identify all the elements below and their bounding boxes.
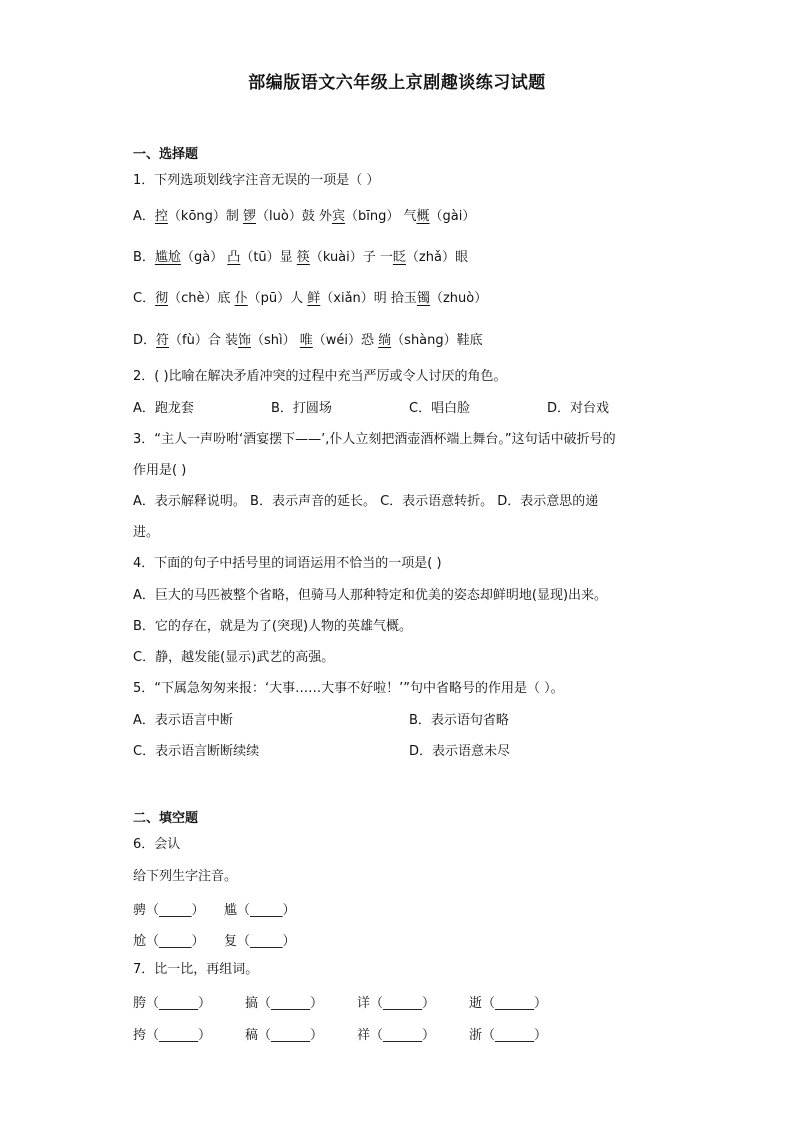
word-blank[interactable]: 祥（______） bbox=[357, 1028, 436, 1043]
question-3-stem: 3．“主人一声吩咐‘酒宴摆下——’,仆人立刻把酒壶酒杯端上舞台。”这句话中破折号的 bbox=[133, 432, 616, 447]
underlined-char: 唯 bbox=[299, 333, 313, 348]
pinyin-text: （kuài）子 一 bbox=[309, 250, 393, 265]
question-2-option-a: A．跑龙套 bbox=[133, 401, 194, 416]
question-5-option-d: D．表示语意未尽 bbox=[409, 744, 511, 759]
option-label: C． bbox=[133, 291, 156, 306]
underlined-char: 彻 bbox=[155, 291, 169, 306]
word-blank[interactable]: 稿（______） bbox=[245, 1028, 324, 1043]
pinyin-blank[interactable]: 复（_____） bbox=[224, 934, 296, 949]
option-label: A． bbox=[133, 209, 155, 224]
question-5-option-a: A．表示语言中断 bbox=[133, 713, 233, 728]
pinyin-text: （kōng）制 bbox=[167, 209, 244, 224]
question-2-option-d: D．对台戏 bbox=[547, 401, 610, 416]
word-blank[interactable]: 搞（______） bbox=[245, 996, 324, 1011]
pinyin-text: （gà） bbox=[180, 250, 228, 265]
question-5-stem: 5．“下属急匆匆来报：‘大事……大事不好啦！’”句中省略号的作用是（ ）。 bbox=[133, 681, 564, 696]
question-2-option-c: C．唱白脸 bbox=[409, 401, 471, 416]
pinyin-blank[interactable]: 骋（_____） bbox=[133, 903, 205, 918]
underlined-char: 饰 bbox=[237, 333, 251, 348]
underlined-char: 鲜 bbox=[307, 291, 321, 306]
question-3-options: A．表示解释说明。 B．表示声音的延长。 C．表示语意转折。 D．表示意思的递 bbox=[133, 494, 599, 509]
question-6-instruction: 给下列生字注音。 bbox=[133, 869, 238, 884]
underlined-char: 尴尬 bbox=[154, 250, 181, 265]
pinyin-blank[interactable]: 尬（_____） bbox=[133, 934, 205, 949]
question-7-stem: 7．比一比，再组词。 bbox=[133, 962, 259, 977]
option-label: B． bbox=[133, 250, 155, 265]
pinyin-text: （bīng） 气 bbox=[345, 209, 417, 224]
pinyin-text: （tū）显 bbox=[240, 250, 297, 265]
pinyin-text: （gài） bbox=[429, 209, 476, 224]
underlined-char: 宾 bbox=[331, 209, 345, 224]
question-1-option-b bbox=[133, 249, 468, 267]
question-4-option-a: A．巨大的马匹被整个省略，但骑马人那种特定和优美的姿态却鲜明地(显现)出来。 bbox=[133, 588, 608, 603]
underlined-char: 符 bbox=[156, 333, 170, 348]
pinyin-text: （fù）合 装 bbox=[169, 333, 238, 348]
question-4-option-c: C．静，越发能(显示)武艺的高强。 bbox=[133, 650, 335, 665]
pinyin-blank[interactable]: 尴（_____） bbox=[224, 903, 296, 918]
question-5-option-c: C．表示语言断断续续 bbox=[133, 744, 260, 759]
underlined-char: 控 bbox=[154, 209, 168, 224]
pinyin-text: （zhǎ）眼 bbox=[405, 250, 468, 265]
underlined-char: 镯 bbox=[416, 291, 430, 306]
pinyin-text: （shì） bbox=[251, 333, 300, 348]
question-2-option-b: B．打圆场 bbox=[271, 401, 332, 416]
question-3-options-cont: 进。 bbox=[133, 525, 160, 540]
section-heading-choice: 一、选择题 bbox=[133, 147, 199, 162]
underlined-char: 眨 bbox=[392, 250, 406, 265]
underlined-char: 绱 bbox=[378, 333, 392, 348]
question-2-stem: 2．( )比喻在解决矛盾冲突的过程中充当严厉或令人讨厌的角色。 bbox=[133, 369, 507, 384]
option-label: D． bbox=[133, 333, 157, 348]
word-blank[interactable]: 逝（______） bbox=[469, 996, 548, 1011]
underlined-char: 凸 bbox=[227, 250, 241, 265]
section-heading-fill: 二、填空题 bbox=[133, 811, 199, 826]
question-4-option-b: B．它的存在，就是为了(突现)人物的英雄气概。 bbox=[133, 619, 413, 634]
page-title: 部编版语文六年级上京剧趣谈练习试题 bbox=[248, 73, 546, 93]
pinyin-text: （zhuò） bbox=[429, 291, 488, 306]
underlined-char: 锣 bbox=[243, 209, 257, 224]
question-3-stem-cont: 作用是( ) bbox=[133, 463, 187, 478]
question-1-stem: 1．下列选项划线字注音无误的一项是（ ） bbox=[133, 173, 380, 188]
pinyin-text: （xiǎn）明 拾玉 bbox=[320, 291, 417, 306]
underlined-char: 概 bbox=[416, 209, 430, 224]
word-blank[interactable]: 详（______） bbox=[357, 996, 436, 1011]
word-blank[interactable]: 浙（______） bbox=[469, 1028, 548, 1043]
underlined-char: 仆 bbox=[234, 291, 248, 306]
underlined-char: 筷 bbox=[296, 250, 310, 265]
word-blank[interactable]: 胯（______） bbox=[133, 996, 212, 1011]
question-1-option-d bbox=[133, 332, 483, 350]
pinyin-text: （chè）底 bbox=[168, 291, 235, 306]
question-6-stem: 6．会认 bbox=[133, 837, 181, 852]
question-4-stem: 4．下面的句子中括号里的词语运用不恰当的一项是( ) bbox=[133, 556, 442, 571]
word-blank[interactable]: 挎（______） bbox=[133, 1028, 212, 1043]
question-1-option-a bbox=[133, 208, 475, 226]
question-1-option-c bbox=[133, 290, 487, 308]
pinyin-text: （luò）鼓 外 bbox=[256, 209, 332, 224]
question-5-option-b: B．表示语句省略 bbox=[409, 713, 509, 728]
pinyin-text: （pū）人 bbox=[247, 291, 308, 306]
pinyin-text: （wéi）恐 bbox=[312, 333, 379, 348]
pinyin-text: （shàng）鞋底 bbox=[391, 333, 483, 348]
